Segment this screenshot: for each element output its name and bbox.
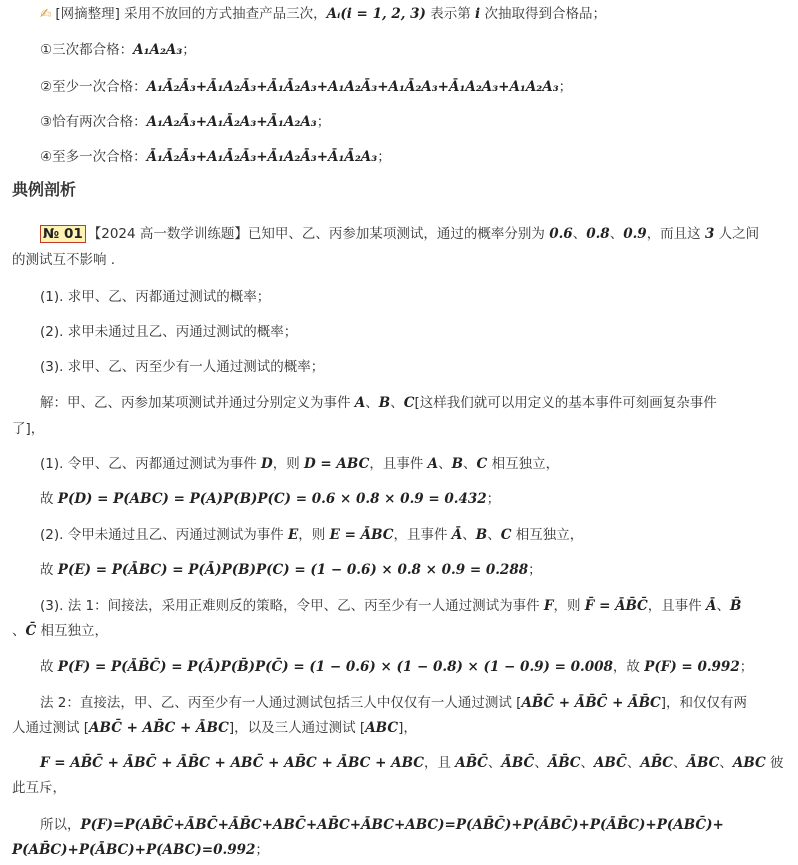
part-3-method-2 [40,693,747,713]
text: 彼 [765,755,784,771]
text: 了]， [12,421,45,437]
text: 、 [462,527,476,543]
text: 、 [438,456,452,472]
text: 、 [487,755,502,771]
formula: B [475,527,488,543]
part-3-method-2-cont [12,718,417,738]
text: [这样我们就可以用定义的基本事件可刻画复杂事件 [414,395,717,411]
text: ； [486,491,501,507]
formula: ĀB̄C [547,755,581,771]
formula: 0.8 [586,226,610,242]
formula: P(F)=P(AB̄C̄+ĀBC̄+ĀB̄C+ABC̄+AB̄C+ĀBC+ABC)=P(AB̄C̄)+P(ĀBC̄)+P(ĀB̄C)+P(ABC̄)+ [80,817,724,833]
formula: P(E) = P(ĀBC) = P(Ā)P(B)P(C) = (1 − 0.6) × 0.8 × 0.9 = 0.288 [57,562,529,578]
text: 、 [719,755,733,771]
text: 、 [672,755,687,771]
text: 所以， [40,817,81,833]
text: 故 [40,562,58,578]
text: 解：甲、乙、丙参加某项测试并通过分别定义为事件 [40,395,355,411]
formula: AB̄C̄ + ĀB̄C̄ + ĀB̄C [521,695,661,711]
text: ，故 [612,659,645,675]
text: ④至多一次合格： [40,149,147,165]
formula: B̄ [730,598,742,614]
formula: D = ABC [304,456,370,472]
text: 人之间 [714,226,760,242]
formula: F [543,598,554,614]
formula: B [451,456,464,472]
text: 、 [609,226,624,242]
part-3-conclusion-cont [12,840,269,860]
section-heading: 典例剖析 [12,180,77,199]
text: ②至少一次合格： [40,79,147,95]
part-3-method-1-cont [12,621,108,641]
text: 的测试互不影响 . [12,252,116,268]
text: 、 [12,623,26,639]
formula: 0.9 [623,226,647,242]
text: [网摘整理] 采用不放回的方式抽查产品三次， [55,6,327,22]
formula: ABC̄ + AB̄C + ĀBC [89,720,229,736]
formula: Ā [451,527,463,543]
formula: AB̄C [640,755,673,771]
question-1 [40,287,270,307]
text: ，则 [298,527,330,543]
part-3-conclusion [40,815,724,835]
text: ； [739,659,754,675]
part-2-def [40,525,583,545]
text: ③恰有两次合格： [40,114,147,130]
formula: C̄ [25,623,37,639]
problem-line [40,224,759,244]
text: 次抽取得到合格品； [480,6,606,22]
text: ]，以及三人通过测试 [ [228,720,366,736]
part-3-union-line [40,753,784,773]
pencil-icon: ✍ [40,6,52,22]
text: 、 [534,755,548,771]
text: (2). 令甲未通过且乙、丙通过测试为事件 [40,527,288,543]
formula: E = ĀBC [329,527,394,543]
text: ； [528,562,542,578]
text: ，而且这 [646,226,705,242]
question-3 [40,357,324,377]
formula: 0.6 [549,226,573,242]
text: 故 [40,659,58,675]
text: ，则 [553,598,585,614]
formula: 3 [704,226,715,242]
formula: ABC̄ [593,755,627,771]
text: (1). 令甲、乙、丙都通过测试为事件 [40,456,261,472]
case-1-line [40,40,196,60]
text: (3). 求甲、乙、丙至少有一人通过测试的概率； [40,359,325,375]
case-4-line [40,147,391,167]
formula: Ā₁Ā₂Ā₃+A₁Ā₂Ā₃+Ā₁A₂Ā₃+Ā₁Ā₂A₃ [146,149,378,165]
solution-intro [40,393,717,413]
part-2-result [40,560,542,580]
text: ，则 [272,456,305,472]
formula: P(F) = 0.992 [644,659,740,675]
text: 【2024 高一数学训练题】已知甲、乙、丙参加某项测试，通过的概率分别为 [87,226,550,242]
formula: D [261,456,273,472]
formula: i [475,6,481,22]
text: 表示第 [425,6,476,22]
formula: F̄ = ĀB̄C̄ [584,598,648,614]
text: 、 [580,755,594,771]
formula: E [288,527,299,543]
text: 法 2：直接法，甲、乙、丙至少有一人通过测试包括三人中仅仅有一人通过测试 [ [40,695,522,711]
text: ； [316,114,331,130]
formula: Aᵢ(i = 1, 2, 3) [326,6,426,22]
text: 、 [390,395,404,411]
text: ]，和仅仅有两 [660,695,748,711]
text: 故 [40,491,58,507]
case-3-line [40,112,330,132]
part-3-method-1-result [40,657,753,677]
part-1-result [40,489,500,509]
formula: P(AB̄C)+P(ĀBC)+P(ABC)=0.992 [12,842,256,858]
text: ； [377,149,391,165]
formula: C [476,456,488,472]
text: (3). 法 1：间接法，采用正难则反的策略，令甲、乙、丙至少有一人通过测试为事件 [40,598,544,614]
solution-intro-cont [12,419,44,439]
text: ，且事件 [369,456,428,472]
formula: A [354,395,366,411]
formula: Ā [706,598,717,614]
formula: A₁A₂A₃ [133,42,183,58]
text: ]， [398,720,417,736]
case-2-line [40,77,572,97]
text: 相互独立， [36,623,109,639]
formula: P(D) = P(ABC) = P(A)P(B)P(C) = 0.6 × 0.8 × 0.9 = 0.432 [57,491,487,507]
formula: A₁Ā₂Ā₃+Ā₁A₂Ā₃+Ā₁Ā₂A₃+A₁A₂Ā₃+A₁Ā₂A₃+Ā₁A₂A₃+A₁A₂A₃ [146,79,559,95]
text: 、 [626,755,641,771]
problem-line-cont [12,250,115,270]
text: 此互斥， [12,780,66,796]
text: (1). 求甲、乙、丙都通过测试的概率； [40,289,271,305]
formula: P(F) = P(ĀB̄C̄) = P(Ā)P(B̄)P(C̄) = (1 − 0.6) × (1 − 0.8) × (1 − 0.9) = 0.008 [57,659,613,675]
text: ，且 [423,755,456,771]
text: 、 [487,527,501,543]
formula: A₁A₂Ā₃+A₁Ā₂A₃+Ā₁A₂A₃ [146,114,317,130]
formula: ABC [365,720,399,736]
problem-number-badge: № 01 [40,225,86,243]
formula: ĀBC̄ [501,755,535,771]
text: ； [255,842,269,858]
intro-line [40,4,606,24]
formula: F = AB̄C̄ + ĀBC̄ + ĀB̄C + ABC̄ + AB̄C + ĀBC + ABC [40,755,424,771]
question-2 [40,322,297,342]
text: ，且事件 [647,598,707,614]
formula: A [427,456,439,472]
text: ； [182,42,196,58]
text: 人通过测试 [ [12,720,90,736]
text: 、 [365,395,379,411]
part-3-method-1 [40,596,741,616]
formula: B [378,395,391,411]
text: 、 [463,456,477,472]
formula: C [403,395,415,411]
formula: C [500,527,512,543]
text: ，且事件 [393,527,452,543]
part-3-union-line-cont [12,778,66,798]
part-1-def [40,454,559,474]
text: 、 [572,226,587,242]
text: (2). 求甲未通过且乙、丙通过测试的概率； [40,324,298,340]
formula: ABC [732,755,766,771]
formula: ĀBC [686,755,720,771]
formula: AB̄C̄ [455,755,488,771]
text: ①三次都合格： [40,42,134,58]
text: 相互独立， [511,527,584,543]
text: ； [558,79,573,95]
text: 相互独立， [487,456,560,472]
text: 、 [716,598,730,614]
